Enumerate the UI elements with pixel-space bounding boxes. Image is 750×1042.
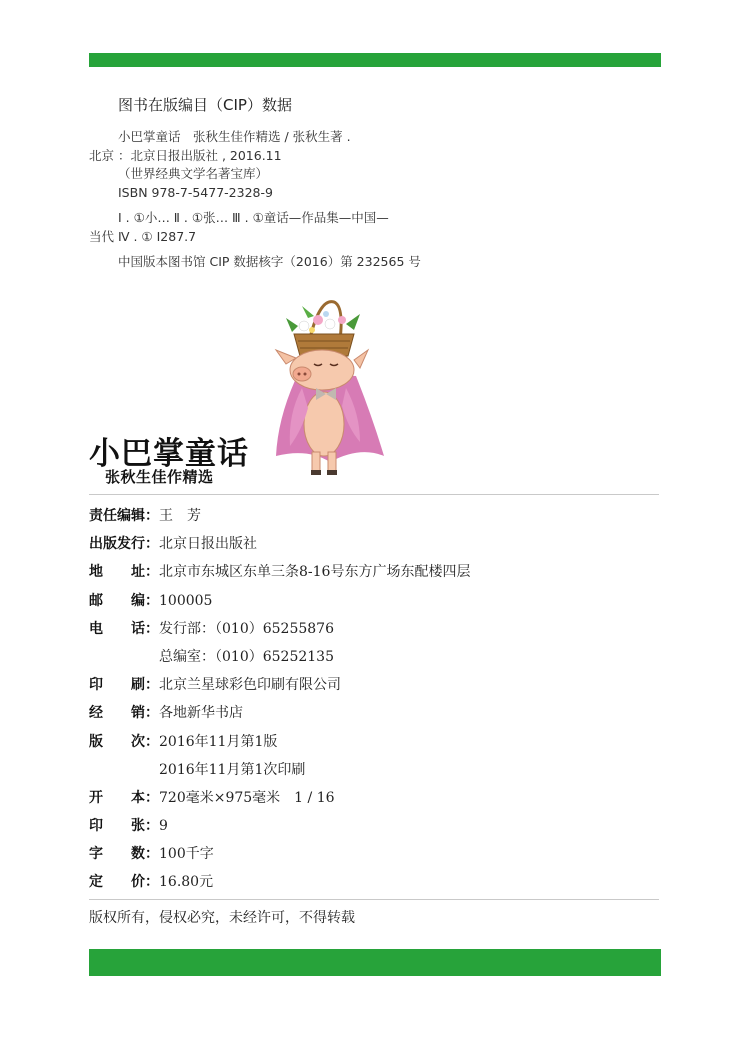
info-label: 出版发行：	[89, 536, 159, 553]
info-label: 电 话：	[89, 620, 159, 637]
info-label: 邮 编：	[89, 592, 159, 609]
info-row-printing	[89, 756, 669, 784]
info-row-distributor	[89, 699, 669, 727]
info-row-address	[89, 558, 669, 586]
info-value: 总编室：（010）65252135	[159, 648, 334, 665]
info-row-price	[89, 868, 669, 896]
info-value: 16.80元	[159, 874, 214, 891]
info-label: 字 数：	[89, 846, 159, 863]
info-row-edition	[89, 728, 669, 756]
info-value: 100千字	[159, 846, 214, 863]
top-green-bar	[89, 53, 661, 67]
cip-line-publisher: 北京 ：北京日报出版社 , 2016.11	[89, 147, 282, 163]
info-row-phone-2	[89, 643, 669, 671]
cip-line-title: 小巴掌童话 张秋生佳作精选 / 张秋生著 .	[118, 129, 351, 144]
info-row-wordcount	[89, 840, 669, 868]
info-label: 开 本：	[89, 789, 159, 806]
cip-line-classification: 当代 Ⅳ . ① I287.7	[89, 228, 197, 244]
info-label: 定 价：	[89, 874, 159, 891]
cip-record	[89, 128, 689, 272]
book-title: 小巴掌童话	[89, 436, 249, 472]
info-value: 各地新华书店	[159, 705, 243, 722]
info-value: 北京市东城区东单三条8-16号东方广场东配楼四层	[159, 564, 471, 581]
info-row-sheets	[89, 812, 669, 840]
cip-heading: 图书在版编目（CIP）数据	[118, 96, 292, 114]
info-row-format	[89, 784, 669, 812]
info-label: 经 销：	[89, 705, 159, 722]
info-row-printer	[89, 671, 669, 699]
cip-line-approval: 中国版本图书馆 CIP 数据核字（2016）第 232565 号	[118, 254, 421, 269]
divider-bottom	[89, 899, 659, 900]
pig-mascot-illustration	[268, 296, 390, 480]
cip-line-subject: Ⅰ . ①小… Ⅱ . ①张… Ⅲ . ①童话—作品集—中国—	[118, 210, 389, 225]
book-subtitle: 张秋生佳作精选	[105, 468, 214, 486]
info-row-editor	[89, 502, 669, 530]
info-value: 100005	[159, 592, 213, 609]
info-label: 责任编辑：	[89, 508, 159, 524]
info-value: 北京日报出版社	[159, 536, 257, 553]
info-label: 地 址：	[89, 564, 159, 581]
info-value: 720毫米×975毫米 1 / 16	[159, 789, 335, 806]
cip-line-isbn: ISBN 978-7-5477-2328-9	[118, 184, 273, 200]
info-label: 印 张：	[89, 818, 159, 835]
info-value: 2016年11月第1次印刷	[159, 761, 306, 778]
cip-line-series: （世界经典文学名著宝库）	[118, 166, 269, 181]
copyright-notice: 版权所有，侵权必究，未经许可，不得转载	[89, 910, 355, 926]
info-value: 2016年11月第1版	[159, 733, 278, 750]
info-row-phone	[89, 615, 669, 643]
publication-info	[89, 502, 669, 897]
info-value: 王 芳	[159, 508, 201, 524]
info-label: 版 次：	[89, 733, 159, 750]
info-row-publisher	[89, 530, 669, 558]
bottom-green-bar	[89, 949, 661, 976]
info-label: 印 刷：	[89, 677, 159, 694]
divider-top	[89, 494, 659, 495]
info-value: 发行部：（010）65255876	[159, 620, 334, 637]
info-value: 9	[159, 818, 168, 835]
info-value: 北京兰星球彩色印刷有限公司	[159, 677, 341, 694]
info-row-postcode	[89, 587, 669, 615]
